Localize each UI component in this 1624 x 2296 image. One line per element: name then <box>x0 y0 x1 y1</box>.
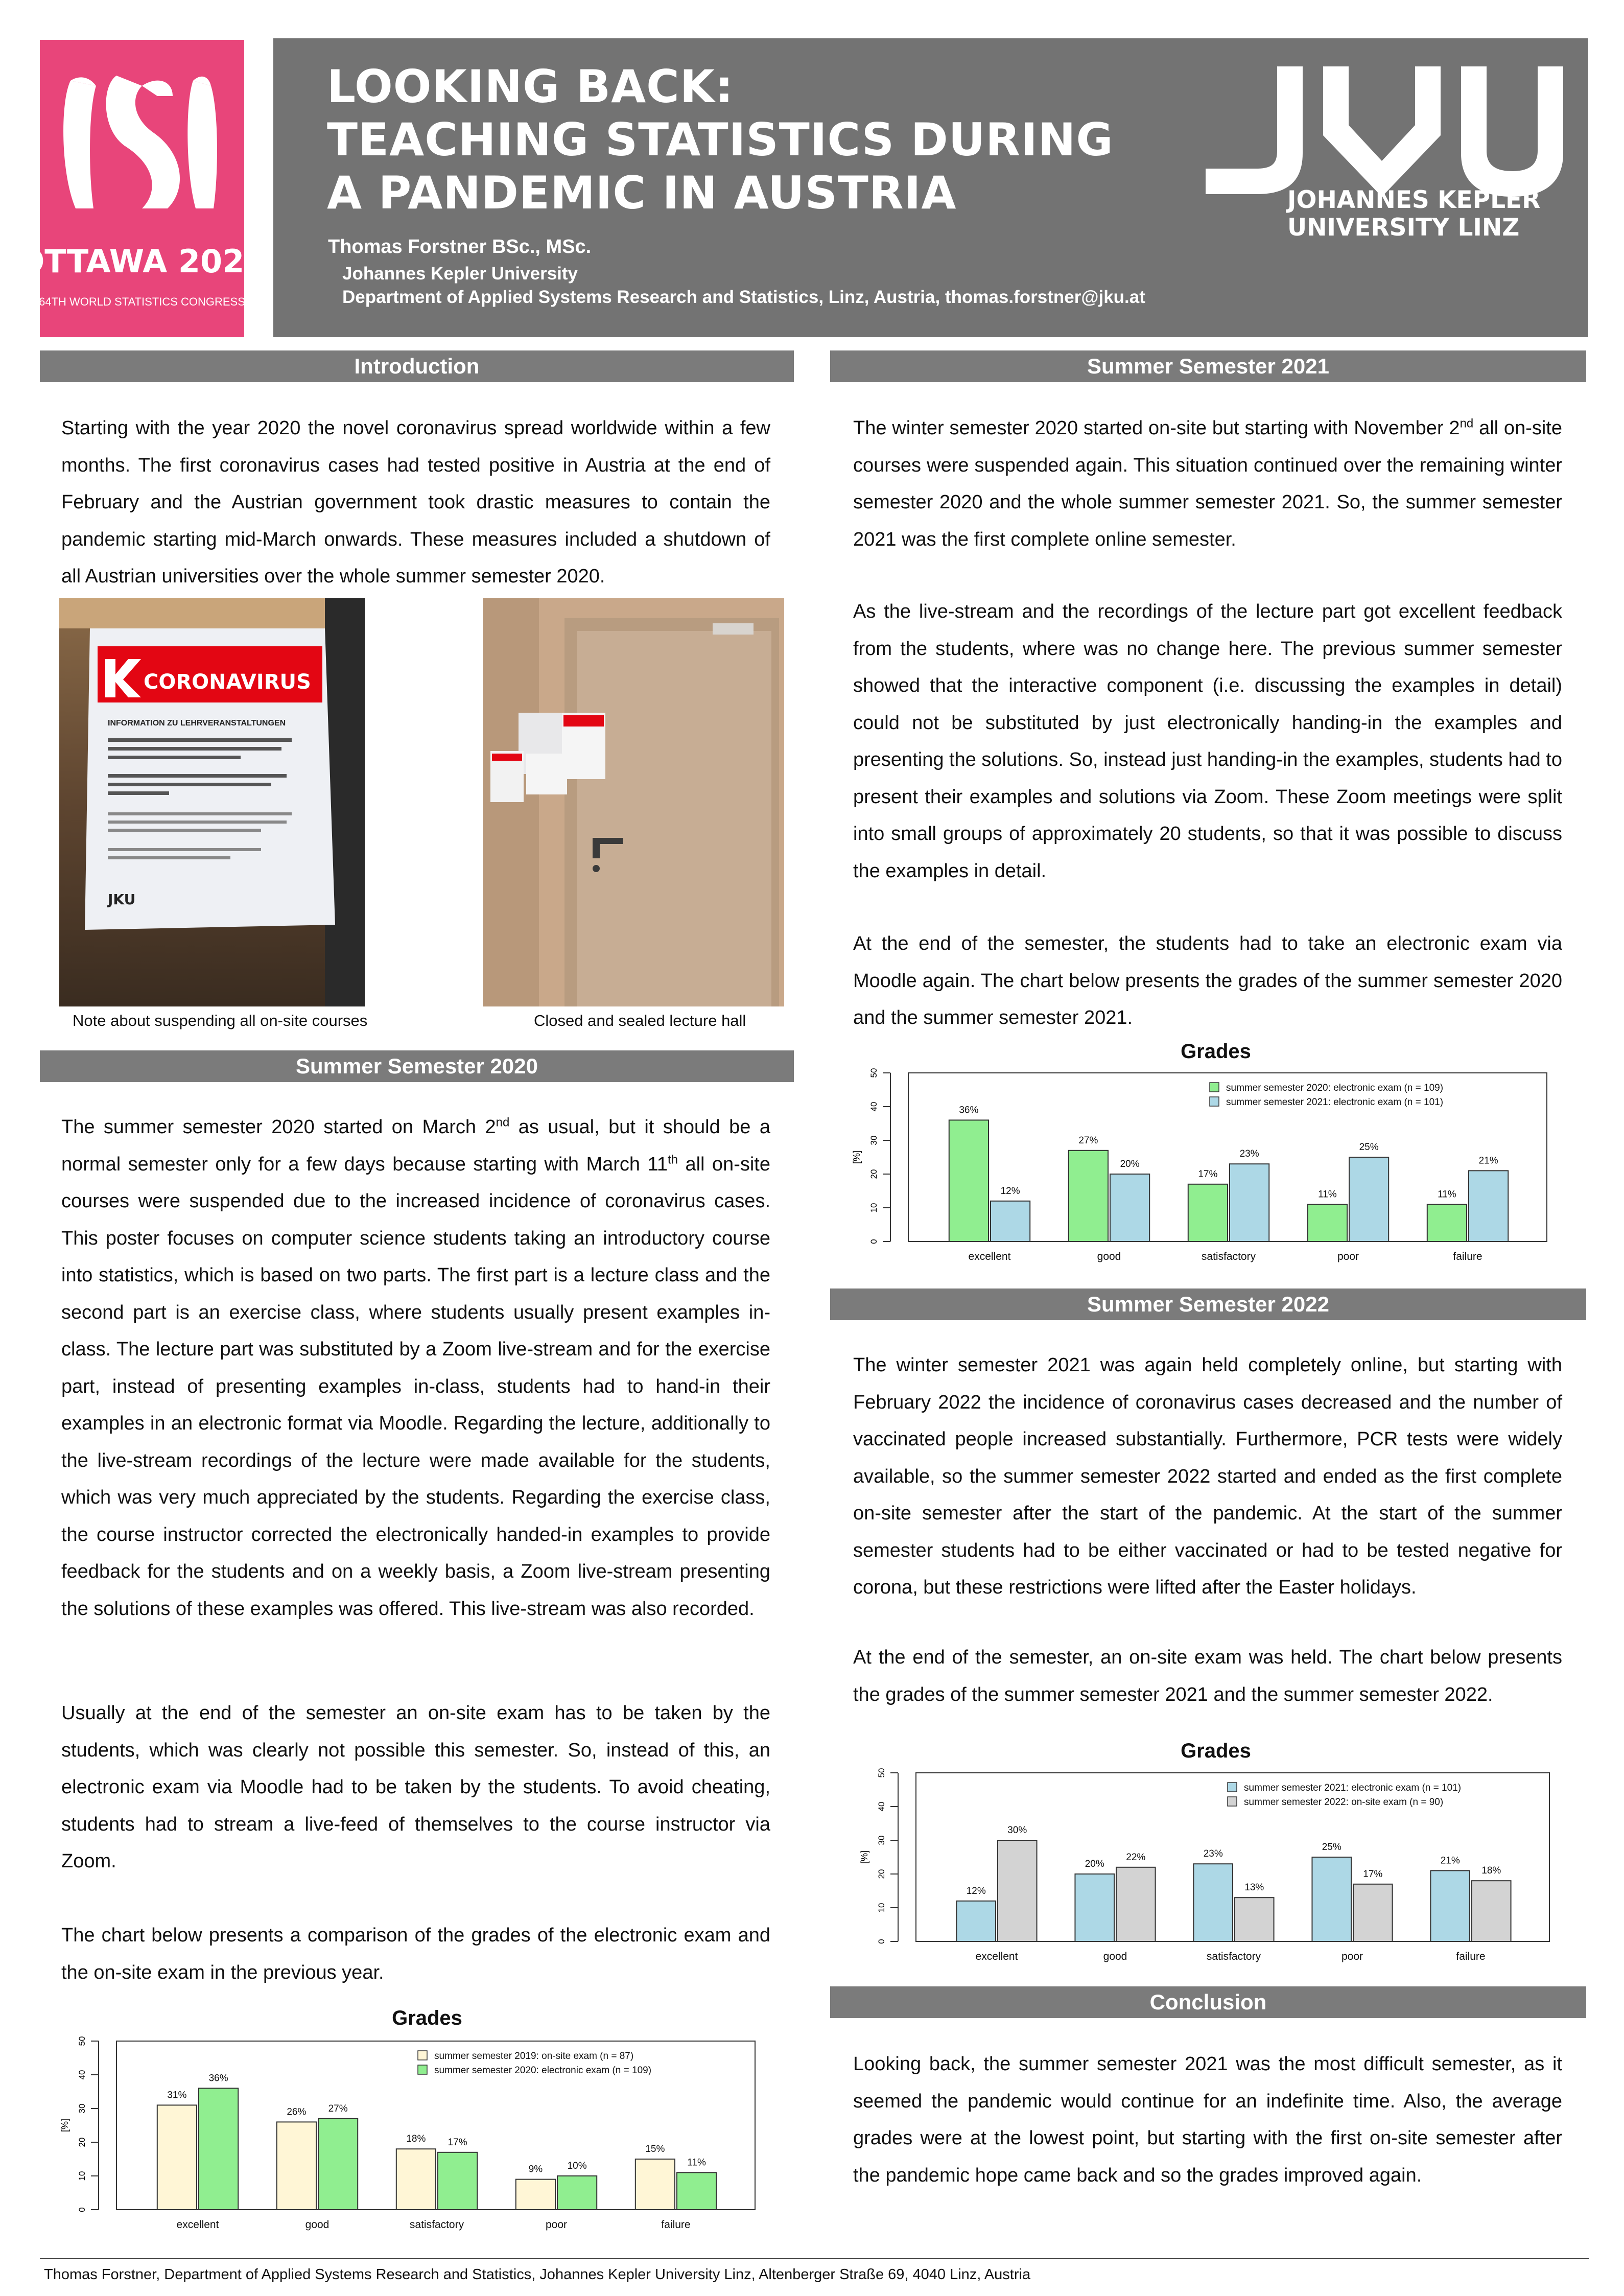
chart-legend-label: summer semester 2021: electronic exam (n = 101) <box>1244 1783 1462 1793</box>
chart-bar <box>991 1201 1030 1241</box>
section-bar-introduction: Introduction <box>40 350 794 382</box>
chart-y-axis-label: [%] <box>852 1150 862 1164</box>
chart-category-label: poor <box>1337 1251 1359 1262</box>
chart-legend-swatch <box>1210 1097 1219 1106</box>
closed-door-photo <box>483 598 784 1006</box>
chart-data-label: 20% <box>1120 1159 1140 1169</box>
s2020-p1-sup-2: th <box>667 1152 678 1166</box>
isi-ottawa-logo <box>17 40 267 337</box>
summer-2021-paragraph-1 <box>853 410 1562 558</box>
chart-bar <box>1116 1867 1156 1941</box>
s2020-p1-part-a: The summer semester 2020 started on March 2 <box>61 1116 496 1138</box>
closed-door-photo-graphic <box>483 598 784 1006</box>
chart-legend-label: summer semester 2022: on-site exam (n = 90) <box>1244 1797 1444 1808</box>
chart-data-label: 17% <box>1363 1868 1383 1880</box>
chart-legend-swatch <box>1210 1083 1219 1092</box>
chart-data-label: 11% <box>687 2157 706 2168</box>
poster-title <box>327 60 1114 220</box>
chart-y-tick-label: 10 <box>877 1903 886 1913</box>
summer-2022-paragraph-2: At the end of the semester, an on-site exam was held. The chart below presents the grades of the summer semester 2021 and the summer semester 2022. <box>853 1647 1562 1705</box>
chart-data-label: 21% <box>1478 1155 1498 1166</box>
chart-y-tick-label: 0 <box>877 1939 886 1944</box>
author-name: Thomas Forstner BSc., MSc. <box>328 236 592 257</box>
section-bar-conclusion: Conclusion <box>830 1986 1586 2018</box>
affiliation-department: Department of Applied Systems Research and Statistics, Linz, Austria, thomas.forstner@jku.at <box>342 287 1145 307</box>
chart-bar <box>1430 1870 1470 1941</box>
chart-category-label: excellent <box>176 2219 219 2231</box>
chart-bar <box>516 2180 555 2210</box>
chart-y-tick-label: 20 <box>877 1869 886 1879</box>
chart-y-tick-label: 30 <box>869 1135 879 1145</box>
chart-category-label: good <box>1097 1251 1121 1262</box>
photo-caption-notice: Note about suspending all on-site courses <box>73 1012 368 1029</box>
chart-bar <box>318 2119 358 2210</box>
chart-bar <box>677 2172 716 2210</box>
chart-bar <box>956 1901 996 1941</box>
poster-heading-text: INFORMATION ZU LEHRVERANSTALTUNGEN <box>108 719 286 728</box>
chart-y-tick-label: 0 <box>77 2207 87 2212</box>
grades-chart-2020-2021 <box>852 1068 1588 1267</box>
chart-y-tick-label: 50 <box>869 1068 879 1078</box>
poster-title-text: CORONAVIRUS <box>144 670 311 694</box>
summer-2021-paragraph-2: As the live-stream and the recordings of the lecture part got excellent feedback from the students, where was no change here. The previous summer semester showed that the interactive component (i.e. discussing the examples in detail) could not be substituted by just electronically handing-in the examples and presenting the solutions. So, instead just handing-in the examples, students had to present their examples and solutions via Zoom. These Zoom meetings were split into small groups of approximately 20 students, so that it was possible to discuss the examples in detail. <box>853 601 1562 882</box>
jku-wordmark <box>1287 186 1540 242</box>
chart-category-label: good <box>1103 1951 1127 1962</box>
chart-y-tick-label: 40 <box>877 1801 886 1812</box>
chart-category-label: excellent <box>975 1951 1018 1962</box>
chart-data-label: 23% <box>1239 1149 1259 1160</box>
footer-divider <box>40 2258 1589 2259</box>
chart-data-label: 31% <box>167 2090 187 2101</box>
chart-y-tick-label: 10 <box>77 2171 87 2181</box>
s2020-p1-part-c: all on-site courses were suspended due to the increased incidence of coronavirus cases. This poster focuses on computer science students taking an introductory course into statistics, which is based on two parts. The first part is a lecture class and the second part is an exercise class, where students usually present examples in-class. The lecture part was substituted by a Zoom live-stream and for the exercise part, instead of presenting examples in-class, students had to hand-in their examples in an electronic format via Moodle. Regarding the lecture, additionally to the live-stream recordings of the lecture were made available for the students, which was very much appreciated by the students. Regarding the exercise class, the course instructor corrected the electronically handed-in examples to provide feedback for the students and on a weekly basis, a Zoom live-stream presenting the solutions of these examples was offered. This live-stream was also recorded. <box>61 1153 770 1620</box>
summer-2020-paragraph-3: The chart below presents a comparison of the grades of the electronic exam and the on-site exam in the previous year. <box>61 1925 770 1983</box>
chart-data-label: 9% <box>528 2164 543 2175</box>
chart-data-label: 30% <box>1007 1825 1027 1836</box>
affiliation-university: Johannes Kepler University <box>342 264 578 284</box>
chart-bar <box>1230 1164 1269 1241</box>
chart-bar <box>1312 1857 1351 1941</box>
chart-y-tick-label: 30 <box>877 1835 886 1845</box>
chart-data-label: 17% <box>1198 1168 1218 1180</box>
chart-bar <box>1188 1184 1228 1241</box>
chart-bar <box>277 2122 316 2210</box>
chart-data-label: 20% <box>1085 1859 1104 1869</box>
chart-bar <box>396 2149 436 2210</box>
jku-name-line-2: UNIVERSITY LINZ <box>1287 214 1520 242</box>
grades-chart-2019-2020 <box>60 2036 796 2235</box>
chart-data-label: 21% <box>1440 1855 1460 1866</box>
summer-2022-paragraph-1: The winter semester 2021 was again held completely online, but starting with February 2022 the incidence of coronavirus cases decreased and the number of vaccinated people increased substantially. Furthermore, PCR tests were widely available, so the summer semester 2022 started and ended as the first complete on-site semester after the start of the pandemic. At the start of the summer semester students had to be either vaccinated or had to be tested negative for corona, but these restrictions were lifted after the Easter holidays. <box>853 1354 1562 1598</box>
chart-bar <box>636 2159 675 2210</box>
chart-bar <box>998 1840 1037 1941</box>
chart-bar <box>438 2152 477 2210</box>
chart-data-label: 23% <box>1203 1848 1223 1860</box>
chart-category-label: failure <box>1456 1951 1486 1962</box>
chart-bar <box>1075 1874 1114 1941</box>
chart-y-axis-label: [%] <box>859 1850 869 1864</box>
s2020-p1-part-b: as usual, but it should be a normal semester only for a few days because starting with March 11 <box>61 1116 770 1175</box>
chart-category-label: good <box>305 2219 329 2231</box>
chart-category-label: poor <box>545 2219 568 2231</box>
title-line-3: A PANDEMIC IN AUSTRIA <box>327 167 957 219</box>
chart-bar <box>949 1120 988 1241</box>
chart-data-label: 22% <box>1126 1852 1146 1863</box>
isi-city-text: OTTAWA 2023 <box>17 243 267 280</box>
chart-legend-swatch <box>418 2051 427 2060</box>
chart-bar <box>1193 1864 1233 1941</box>
chart-bar <box>1308 1204 1347 1241</box>
chart-bar <box>1472 1881 1511 1941</box>
chart-data-label: 27% <box>1078 1135 1098 1146</box>
chart-bar <box>1349 1157 1388 1241</box>
s2020-p1-sup-1: nd <box>496 1115 510 1130</box>
s2021-p1-part-b: all on-site courses were suspended again. This situation continued over the remaining winter semester 2020 and the whole summer semester 2021. So, the summer semester 2021 was the first complete online semester. <box>853 417 1562 550</box>
poster-logo-text: JKU <box>108 891 136 908</box>
chart-legend-label: summer semester 2019: on-site exam (n = 87) <box>434 2051 634 2061</box>
chart-legend-swatch <box>1228 1797 1237 1806</box>
chart-data-label: 10% <box>567 2161 587 2171</box>
chart-bar <box>157 2105 197 2210</box>
chart-legend-label: summer semester 2020: electronic exam (n = 109) <box>1226 1083 1444 1093</box>
chart-data-label: 27% <box>328 2103 348 2114</box>
chart-data-label: 25% <box>1322 1842 1341 1853</box>
chart-data-label: 18% <box>1481 1865 1501 1877</box>
s2021-p1-part-a: The winter semester 2020 started on-site but starting with November 2 <box>853 417 1460 439</box>
chart-bar <box>1353 1884 1393 1941</box>
chart-y-tick-label: 40 <box>869 1102 879 1112</box>
photo-caption-door: Closed and sealed lecture hall <box>534 1012 746 1029</box>
chart-y-tick-label: 20 <box>77 2137 87 2147</box>
chart-bar <box>557 2176 597 2210</box>
conclusion-text: Looking back, the summer semester 2021 was the most difficult semester, as it seemed the pandemic would continue for an indefinite time. Also, the average grades were at the lowest point, but starting with the first on-site semester after the pandemic hope came back and so the grades improved again. <box>853 2053 1562 2186</box>
chart-data-label: 17% <box>448 2137 467 2148</box>
chart-category-label: failure <box>661 2219 691 2231</box>
section-bar-summer-2022: Summer Semester 2022 <box>830 1288 1586 1320</box>
chart-bar <box>1427 1204 1467 1241</box>
chart-category-label: excellent <box>968 1251 1011 1262</box>
chart-legend-label: summer semester 2021: electronic exam (n = 101) <box>1226 1097 1444 1108</box>
section-bar-summer-2020: Summer Semester 2020 <box>40 1050 794 1082</box>
chart-data-label: 12% <box>1000 1185 1020 1197</box>
title-line-1: LOOKING BACK: <box>327 60 734 113</box>
title-line-2: TEACHING STATISTICS DURING <box>327 113 1114 166</box>
chart-category-label: satisfactory <box>409 2219 464 2231</box>
chart-y-tick-label: 20 <box>869 1169 879 1179</box>
grades-chart-2021-2022 <box>860 1768 1590 1967</box>
chart-y-tick-label: 50 <box>877 1768 886 1778</box>
chart-category-label: poor <box>1341 1951 1363 1962</box>
chart-bar <box>1110 1174 1149 1241</box>
s2021-p1-sup: nd <box>1460 416 1474 431</box>
summer-2020-paragraph-1 <box>61 1109 770 1627</box>
chart-y-tick-label: 0 <box>869 1239 879 1244</box>
chart-data-label: 36% <box>959 1105 979 1116</box>
chart-data-label: 11% <box>1318 1189 1337 1200</box>
isi-congress-text: 64TH WORLD STATISTICS CONGRESS <box>39 295 245 308</box>
notice-photo <box>59 598 365 1006</box>
chart-bar <box>1469 1170 1508 1241</box>
chart-1-title: Grades <box>392 2007 462 2029</box>
chart-data-label: 26% <box>287 2106 307 2118</box>
summer-2021-paragraph-3: At the end of the semester, the students had to take an electronic exam via Moodle again. The chart below presents the grades of the summer semester 2020 and the summer semester 2021. <box>853 933 1562 1028</box>
chart-y-tick-label: 10 <box>869 1203 879 1213</box>
chart-category-label: satisfactory <box>1201 1251 1256 1262</box>
chart-data-label: 12% <box>966 1885 986 1896</box>
chart-3-title: Grades <box>1181 1740 1251 1762</box>
chart-y-axis-label: [%] <box>60 2118 70 2133</box>
chart-legend-swatch <box>1228 1783 1237 1792</box>
chart-y-tick-label: 50 <box>77 2036 87 2046</box>
chart-y-tick-label: 30 <box>77 2103 87 2114</box>
section-bar-summer-2021: Summer Semester 2021 <box>830 350 1586 382</box>
chart-bar <box>1235 1897 1274 1941</box>
chart-data-label: 18% <box>406 2134 426 2145</box>
isi-logo-graphic <box>17 40 267 337</box>
notice-photo-graphic <box>59 598 365 1006</box>
chart-data-label: 36% <box>208 2073 228 2084</box>
chart-data-label: 11% <box>1438 1189 1456 1200</box>
chart-data-label: 13% <box>1244 1882 1264 1893</box>
chart-legend-label: summer semester 2020: electronic exam (n = 109) <box>434 2065 652 2076</box>
chart-category-label: failure <box>1453 1251 1482 1262</box>
chart-y-tick-label: 40 <box>77 2070 87 2080</box>
footer-address: Thomas Forstner, Department of Applied Systems Research and Statistics, Johannes Kepler University Linz, Altenberger Straße 69, 4040 Linz, Austria <box>44 2266 1031 2283</box>
chart-2-title: Grades <box>1181 1040 1251 1063</box>
chart-data-label: 25% <box>1359 1142 1379 1153</box>
summer-2020-paragraph-2: Usually at the end of the semester an on-site exam has to be taken by the students, which was clearly not possible this semester. So, instead of this, an electronic exam via Moodle had to be taken by the students. To avoid cheating, students had to stream a live-feed of themselves to the course instructor via Zoom. <box>61 1702 770 1872</box>
chart-bar <box>1069 1151 1108 1241</box>
chart-bar <box>199 2088 238 2210</box>
chart-category-label: satisfactory <box>1206 1951 1261 1962</box>
jku-name-line-1: JOHANNES KEPLER <box>1287 186 1541 214</box>
chart-legend-swatch <box>418 2065 427 2074</box>
introduction-text: Starting with the year 2020 the novel coronavirus spread worldwide within a few months. The first coronavirus cases had tested positive in Austria at the end of February and the Austrian government took drastic measures to contain the pandemic starting mid-March onwards. These measures included a shutdown of all Austrian universities over the whole summer semester 2020. <box>61 417 770 587</box>
chart-data-label: 15% <box>645 2144 665 2154</box>
